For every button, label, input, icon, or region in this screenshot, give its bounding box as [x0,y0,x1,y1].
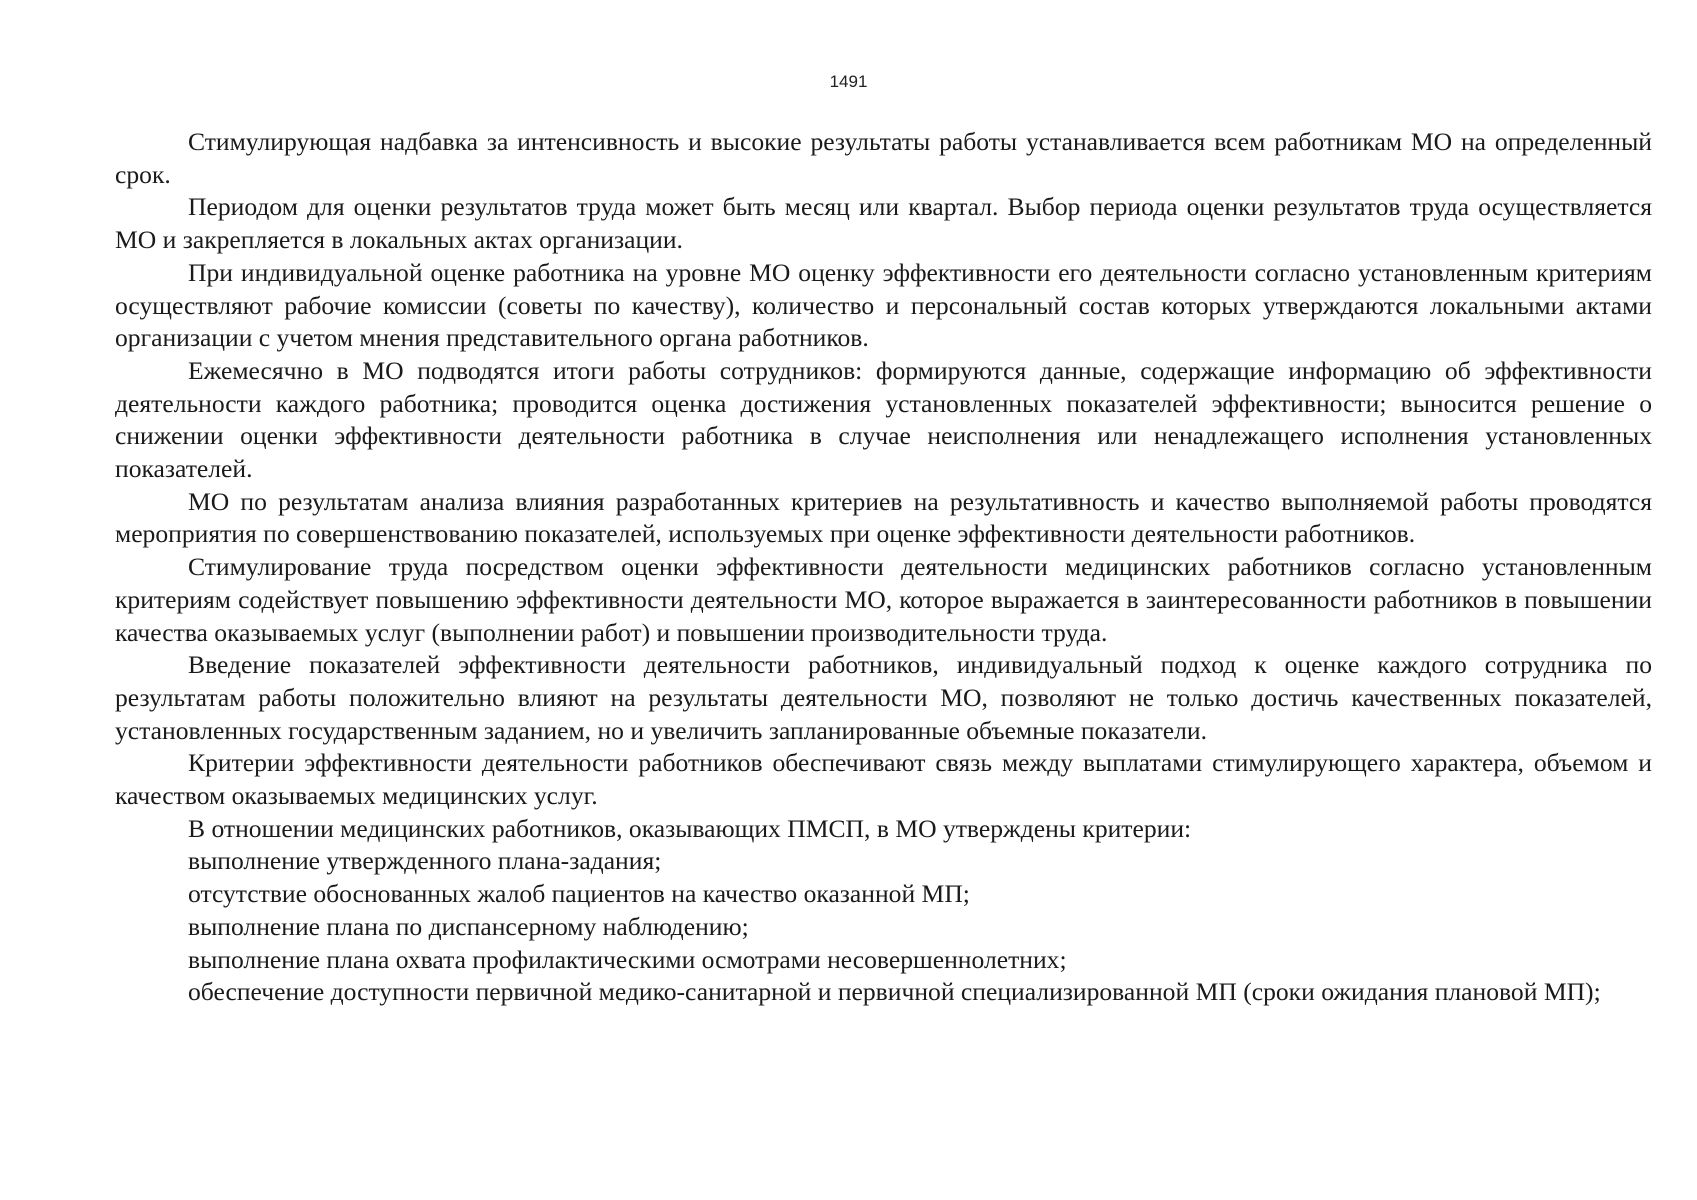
criteria-item: выполнение утвержденного плана-задания; [188,846,662,876]
paragraph: Стимулирование труда посредством оценки эффективности деятельности медицинских работников согласно установленным критериям содействует повышению эффективности деятельности МО, которое выражается в заинтересованности работников в повышении качества оказываемых услуг (выполнении работ) и повышении производительности труда. [115,552,1652,647]
criteria-item: выполнение плана охвата профилактическими осмотрами несовершеннолетних; [188,944,1067,974]
paragraph: МО по результатам анализа влияния разработанных критериев на результативность и качество выполняемой работы проводятся мероприятия по совершенствованию показателей, используемых при оценке эффективности деятельности работников. [115,486,1652,549]
criteria-item: выполнение плана по диспансерному наблюдению; [188,911,749,941]
paragraph: Ежемесячно в МО подводятся итоги работы сотрудников: формируются данные, содержащие информацию об эффективности деятельности каждого работника; проводится оценка достижения установленных показателей эффективности; выносится решение о снижении оценки эффективности деятельности работника в случае неисполнения или ненадлежащего исполнения установленных показателей. [115,355,1652,484]
paragraph: При индивидуальной оценке работника на уровне МО оценку эффективности его деятельности согласно установленным критериям осуществляют рабочие комиссии (советы по качеству), количество и персональный состав которых утверждаются локальными актами организации с учетом мнения представительного органа работников. [115,257,1652,353]
page-number: 1491 [829,72,868,91]
document-body [115,126,1652,1009]
paragraph: Критерии эффективности деятельности работников обеспечивают связь между выплатами стимулирующего характера, объемом и качеством оказываемых медицинских услуг. [115,748,1652,811]
criteria-item: отсутствие обоснованных жалоб пациентов на качество оказанной МП; [188,879,970,909]
criteria-item: обеспечение доступности первичной медико-санитарной и первичной специализированной МП (сроки ожидания плановой МП); [188,977,1601,1007]
paragraph: В отношении медицинских работников, оказывающих ПМСП, в МО утверждены критерии: [188,813,1192,843]
paragraph: Введение показателей эффективности деятельности работников, индивидуальный подход к оценке каждого сотрудника по результатам работы положительно влияют на результаты деятельности МО, позволяют не только достичь качественных показателей, установленных государственным заданием, но и увеличить запланированные объемные показатели. [115,650,1652,745]
paragraph: Стимулирующая надбавка за интенсивность и высокие результаты работы устанавливается всем работникам МО на определенный срок. [115,127,1652,189]
paragraph: Периодом для оценки результатов труда может быть месяц или квартал. Выбор периода оценки результатов труда осуществляется МО и закрепляется в локальных актах организации. [115,192,1652,255]
